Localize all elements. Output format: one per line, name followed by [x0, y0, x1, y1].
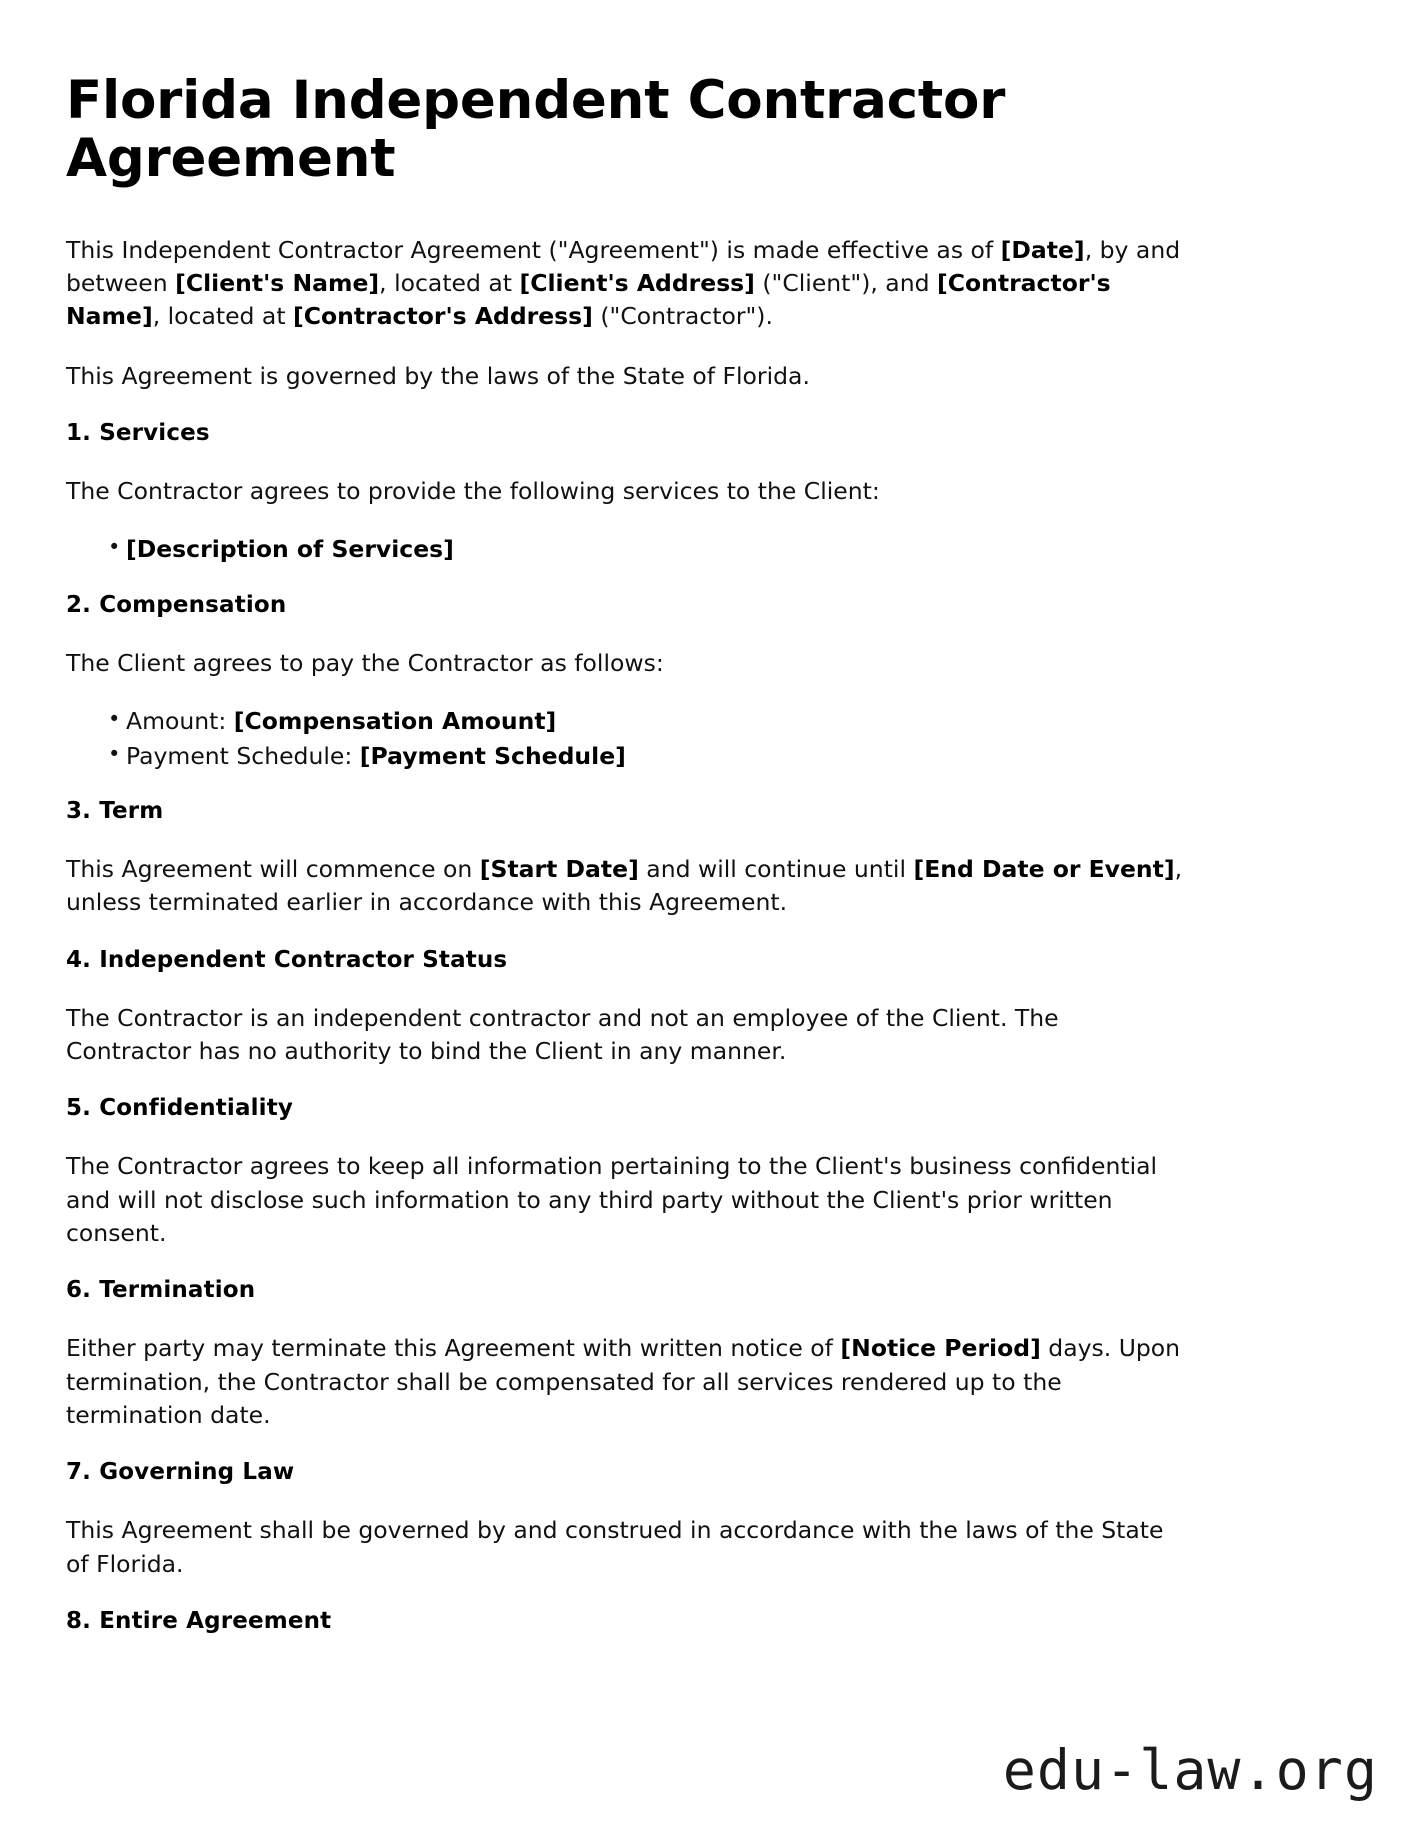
list-item — [66, 741, 1184, 772]
section-heading-entire-agreement: 8. Entire Agreement — [66, 1607, 332, 1634]
termination-text-a: Either party may terminate this Agreement with written notice of — [66, 1334, 841, 1363]
section-body-term — [66, 853, 1184, 920]
compensation-bullet-list — [66, 706, 1184, 771]
placeholder-client-address: [Client's Address] — [519, 268, 755, 297]
section-body-independent-contractor-status: The Contractor is an independent contractor and not an employee of the Client. The Contractor has no authority to bind the Client in any manner. — [66, 1003, 1059, 1065]
payment-schedule-label: Payment Schedule: — [126, 741, 360, 770]
amount-label: Amount: — [126, 707, 234, 736]
placeholder-compensation-amount: [Compensation Amount] — [233, 707, 557, 736]
services-bullet-list — [66, 534, 1184, 565]
placeholder-end-date: [End Date or Event] — [913, 855, 1175, 883]
intro-text-b: , by and between — [66, 235, 1181, 297]
section-heading-compensation: 2. Compensation — [66, 591, 287, 618]
section-heading-services: 1. Services — [66, 419, 210, 446]
section-body-services: The Contractor agrees to provide the following services to the Client: — [66, 476, 880, 505]
intro-text-d: ("Client"), and — [754, 268, 937, 297]
placeholder-description-of-services: [Description of Services] — [126, 535, 454, 564]
term-text-b: and will continue until — [638, 855, 914, 883]
placeholder-start-date: [Start Date] — [479, 855, 639, 883]
list-item — [66, 534, 1184, 565]
placeholder-date: [Date] — [1000, 235, 1085, 264]
section-heading-independent-contractor-status: 4. Independent Contractor Status — [66, 946, 508, 973]
section-heading-term: 3. Term — [66, 798, 164, 825]
section-heading-governing-law: 7. Governing Law — [66, 1459, 295, 1486]
governing-law-statement: This Agreement is governed by the laws of the State of Florida. — [66, 361, 810, 390]
section-heading-confidentiality: 5. Confidentiality — [66, 1095, 293, 1122]
section-body-compensation: The Client agrees to pay the Contractor as follows: — [66, 648, 664, 677]
placeholder-contractor-name: [Contractor's Name] — [66, 268, 1111, 331]
section-body-governing-law: This Agreement shall be governed by and construed in accordance with the laws of the State of Florida. — [66, 1516, 1164, 1578]
intro-text-e: , located at — [152, 302, 294, 331]
site-watermark: edu-law.org — [1002, 1738, 1378, 1802]
term-text-a: This Agreement will commence on — [66, 855, 480, 883]
list-item — [66, 706, 1184, 737]
intro-text-a: This Independent Contractor Agreement ("Agreement") is made effective as of — [66, 235, 1001, 264]
placeholder-notice-period: [Notice Period] — [840, 1334, 1041, 1363]
term-text-c: , unless terminated earlier in accordance with this Agreement. — [66, 855, 1183, 917]
document-body — [66, 72, 1184, 1663]
section-body-confidentiality: The Contractor agrees to keep all information pertaining to the Client's business confidential and will not disclose such information to any third party without the Client's prior written consent. — [66, 1152, 1158, 1247]
intro-text-f: ("Contractor"). — [592, 302, 773, 331]
placeholder-contractor-address: [Contractor's Address] — [293, 302, 593, 331]
placeholder-payment-schedule: [Payment Schedule] — [359, 741, 626, 770]
termination-text-b: days. Upon termination, the Contractor shall be compensated for all services rendered up to the termination date. — [66, 1334, 1181, 1429]
intro-paragraph — [66, 234, 1184, 334]
section-heading-termination: 6. Termination — [66, 1277, 256, 1304]
placeholder-client-name: [Client's Name] — [175, 268, 380, 297]
section-body-termination — [66, 1332, 1184, 1432]
intro-text-c: , located at — [379, 268, 520, 297]
page-title: Florida Independent Contractor Agreement — [66, 70, 1006, 189]
